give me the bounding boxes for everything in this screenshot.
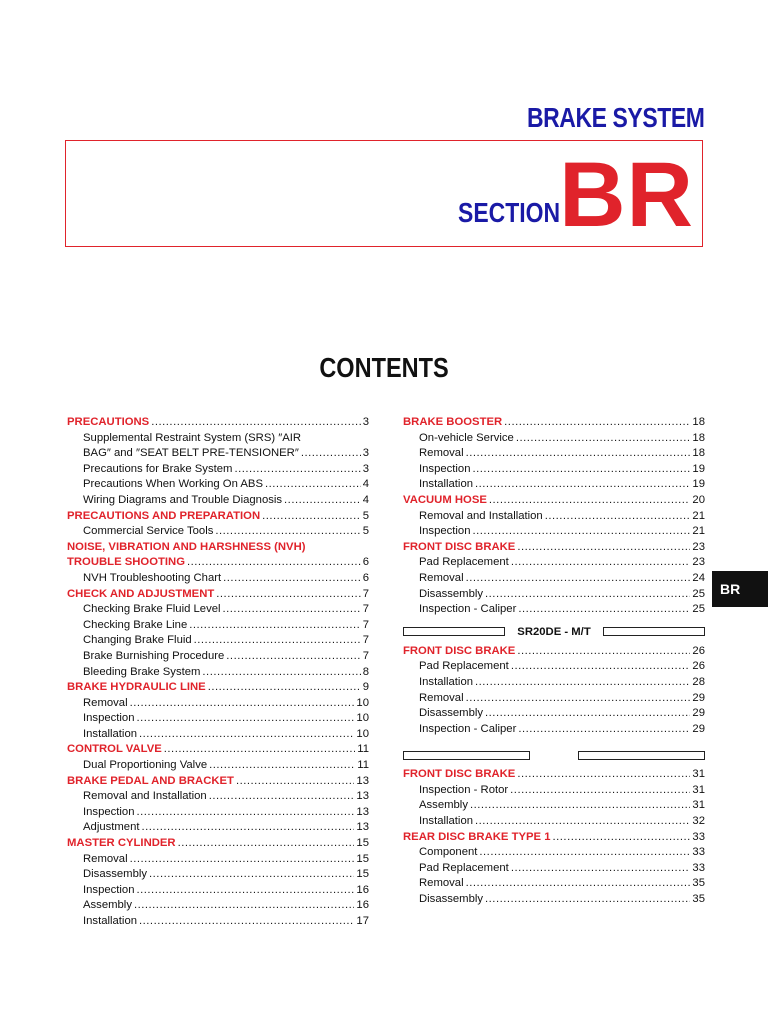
toc-page-number: 3 (362, 447, 369, 460)
toc-subsection-entry[interactable] (403, 571, 705, 587)
toc-dot-leader (223, 571, 361, 587)
toc-entry-title: FRONT DISC BRAKE (403, 644, 516, 657)
toc-page-number: 16 (356, 883, 369, 896)
toc-dot-leader (164, 742, 355, 758)
toc-page-number: 18 (692, 416, 705, 428)
toc-subsection-entry[interactable] (403, 876, 705, 892)
divider-bar (603, 627, 705, 636)
toc-entry-title: BRAKE BOOSTER (403, 416, 503, 428)
toc-dot-leader (466, 446, 691, 462)
toc-entry-title: Removal (83, 696, 128, 709)
toc-section-entry[interactable] (67, 774, 369, 790)
toc-dot-leader (265, 477, 361, 493)
toc-subsection-entry[interactable] (67, 852, 369, 868)
toc-dot-leader (545, 509, 691, 525)
toc-subsection-entry[interactable] (403, 431, 705, 447)
toc-dot-leader (510, 783, 690, 799)
toc-subsection-entry[interactable] (403, 587, 705, 603)
toc-entry-title: FRONT DISC BRAKE (403, 768, 516, 781)
toc-page-number: 19 (692, 462, 705, 475)
toc-dot-leader (489, 493, 691, 509)
toc-dot-leader (137, 883, 355, 899)
toc-entry-title: Inspection - Caliper (419, 722, 517, 735)
toc-entry-title: NOISE, VIBRATION AND HARSHNESS (NVH) (67, 540, 306, 553)
toc-section-entry[interactable] (403, 493, 705, 509)
toc-right-column (403, 415, 705, 908)
toc-dot-leader (137, 711, 355, 727)
toc-page-number: 31 (692, 799, 705, 812)
toc-subsection-entry[interactable] (67, 758, 369, 774)
toc-dot-leader (137, 805, 355, 821)
toc-dot-leader (142, 820, 355, 836)
toc-page-number: 15 (356, 868, 369, 881)
toc-subsection-entry[interactable] (67, 711, 369, 727)
toc-entry-title: Checking Brake Line (83, 618, 188, 631)
toc-subsection-entry[interactable] (67, 820, 369, 836)
toc-entry-title: NVH Troubleshooting Chart (83, 571, 222, 584)
toc-subsection-entry[interactable] (403, 555, 705, 571)
toc-entry-title: Disassembly (419, 587, 484, 600)
toc-entry-title: Inspection (419, 525, 471, 538)
toc-entry-title: Removal (419, 877, 464, 890)
toc-dot-leader (517, 540, 690, 556)
toc-dot-leader (216, 587, 360, 603)
toc-entry-title: Inspection (83, 805, 135, 818)
toc-entry-title: On-vehicle Service (419, 431, 514, 444)
toc-page-number: 23 (692, 556, 705, 569)
toc-entry-title: VACUUM HOSE (403, 493, 487, 506)
toc-dot-leader (130, 852, 355, 868)
toc-subsection-entry[interactable] (67, 789, 369, 805)
toc-entry-title: Pad Replacement (419, 861, 509, 874)
toc-subsection-entry[interactable] (67, 524, 369, 540)
toc-page-number: 23 (692, 540, 705, 553)
toc-subsection-entry[interactable] (403, 524, 705, 540)
toc-left-column (67, 415, 369, 930)
toc-page-number: 28 (692, 675, 705, 688)
toc-dot-leader (209, 789, 355, 805)
toc-subsection-entry[interactable] (67, 727, 369, 743)
toc-page-number: 33 (692, 846, 705, 859)
toc-entry-title: Brake Burnishing Procedure (83, 649, 225, 662)
toc-subsection-entry[interactable] (67, 805, 369, 821)
divider-bar (578, 751, 705, 760)
toc-entry-title: Inspection (83, 712, 135, 725)
toc-page-number: 8 (362, 665, 369, 678)
toc-entry-title: MASTER CYLINDER (67, 837, 176, 850)
toc-subsection-entry[interactable] (67, 462, 369, 478)
toc-entry-title: Removal (83, 852, 128, 865)
toc-entry-title: Precautions When Working On ABS (83, 478, 263, 491)
toc-entry-title: Pad Replacement (419, 660, 509, 673)
toc-divider (403, 624, 705, 640)
toc-page-number: 13 (356, 790, 369, 803)
toc-dot-leader (215, 524, 360, 540)
toc-page-number: 6 (362, 571, 369, 584)
toc-entry-title: PRECAUTIONS AND PREPARATION (67, 509, 261, 522)
toc-page-number: 3 (362, 416, 369, 428)
toc-entry-title: Inspection - Caliper (419, 603, 517, 616)
toc-dot-leader (139, 914, 354, 930)
toc-page-number: 13 (356, 774, 369, 787)
toc-dot-leader (194, 633, 361, 649)
toc-subsection-entry[interactable] (403, 706, 705, 722)
toc-page-number: 7 (362, 587, 369, 600)
toc-dot-leader (223, 602, 361, 618)
toc-section-entry[interactable] (67, 587, 369, 603)
toc-subsection-entry[interactable] (403, 798, 705, 814)
toc-page-number: 10 (356, 727, 369, 740)
toc-subsection-entry[interactable] (67, 649, 369, 665)
toc-dot-leader (518, 722, 690, 738)
toc-dot-leader (473, 524, 691, 540)
toc-dot-leader (518, 602, 690, 618)
toc-entry-title: Inspection - Rotor (419, 783, 509, 796)
toc-entry-title: Commercial Service Tools (83, 525, 214, 538)
toc-entry-title: TROUBLE SHOOTING (67, 556, 185, 569)
section-code: BR (559, 144, 694, 246)
toc-page-number: 21 (692, 509, 705, 522)
toc-page-number: 24 (692, 571, 705, 584)
toc-subsection-entry[interactable] (403, 814, 705, 830)
toc-page-number: 13 (356, 821, 369, 834)
toc-page-number: 20 (692, 493, 705, 506)
toc-page-number: 17 (356, 915, 369, 927)
toc-page-number: 15 (356, 852, 369, 865)
toc-page-number: 29 (692, 691, 705, 704)
toc-page-number: 29 (692, 707, 705, 720)
toc-entry-title: Installation (419, 675, 474, 688)
toc-entry-title: Bleeding Brake System (83, 665, 201, 678)
toc-page-number: 29 (692, 722, 705, 735)
toc-subsection-entry[interactable] (403, 602, 705, 618)
toc-dot-leader (511, 861, 691, 877)
toc-section-entry[interactable] (67, 680, 369, 696)
toc-subsection-entry[interactable] (67, 883, 369, 899)
toc-page-number: 15 (356, 837, 369, 850)
toc-subsection-entry[interactable] (403, 477, 705, 493)
toc-section-entry[interactable] (403, 415, 705, 431)
toc-subsection-entry[interactable] (403, 462, 705, 478)
toc-dot-leader (226, 649, 360, 665)
toc-dot-leader (517, 767, 690, 783)
toc-entry-title: Inspection (83, 883, 135, 896)
toc-dot-leader (553, 830, 691, 846)
toc-dot-leader (178, 836, 355, 852)
toc-entry-title: Assembly (83, 899, 132, 912)
toc-entry-title: Adjustment (83, 821, 140, 834)
toc-page-number: 32 (692, 815, 705, 828)
toc-dot-leader (209, 758, 355, 774)
toc-entry-title: Assembly (419, 799, 468, 812)
toc-page-number: 3 (362, 462, 369, 475)
toc-entry-title: Disassembly (419, 707, 484, 720)
toc-dot-leader (134, 898, 354, 914)
toc-dot-leader (466, 876, 691, 892)
toc-subsection-entry[interactable] (67, 602, 369, 618)
toc-section-entry[interactable] (403, 644, 705, 660)
toc-divider (403, 747, 705, 763)
toc-section-entry[interactable] (67, 509, 369, 525)
toc-subsection-entry[interactable] (67, 696, 369, 712)
toc-subsection-entry[interactable] (403, 722, 705, 738)
toc-page-number: 25 (692, 603, 705, 616)
divider-bar (403, 627, 505, 636)
toc-entry-title: Inspection (419, 462, 471, 475)
toc-entry-title: Removal and Installation (83, 790, 207, 803)
toc-subsection-entry[interactable] (67, 446, 369, 462)
toc-dot-leader (149, 867, 354, 883)
toc-page-number: 13 (356, 805, 369, 818)
toc-page-number: 18 (692, 447, 705, 460)
divider-label: SR20DE - M/T (517, 625, 591, 638)
toc-dot-leader (485, 706, 690, 722)
toc-entry-title: Installation (83, 915, 138, 927)
toc-dot-leader (466, 571, 691, 587)
toc-section-entry[interactable] (403, 540, 705, 556)
toc-subsection-entry[interactable] (67, 431, 369, 447)
toc-page-number: 35 (692, 877, 705, 890)
toc-entry-title: Removal (419, 571, 464, 584)
toc-dot-leader (511, 659, 691, 675)
toc-dot-leader (236, 774, 354, 790)
toc-subsection-entry[interactable] (67, 571, 369, 587)
toc-section-entry[interactable] (403, 767, 705, 783)
toc-entry-title: Removal (419, 691, 464, 704)
toc-page-number: 11 (357, 759, 369, 772)
toc-dot-leader (189, 618, 360, 634)
toc-section-entry[interactable] (67, 540, 369, 556)
toc-page-number: 10 (356, 712, 369, 725)
toc-page-number: 26 (692, 644, 705, 657)
toc-dot-leader (202, 665, 360, 681)
toc-subsection-entry[interactable] (403, 783, 705, 799)
toc-page-number: 7 (362, 618, 369, 631)
toc-entry-title: Disassembly (419, 893, 484, 906)
toc-dot-leader (187, 555, 361, 571)
toc-subsection-entry[interactable] (67, 493, 369, 509)
toc-dot-leader (301, 446, 361, 462)
toc-page-number: 33 (692, 830, 705, 843)
toc-subsection-entry[interactable] (67, 618, 369, 634)
toc-page-number: 19 (692, 478, 705, 491)
toc-entry-title: Pad Replacement (419, 556, 509, 569)
toc-dot-leader (475, 814, 690, 830)
toc-entry-title: Checking Brake Fluid Level (83, 603, 221, 616)
toc-dot-leader (475, 675, 690, 691)
toc-page-number: 7 (362, 603, 369, 616)
toc-subsection-entry[interactable] (403, 509, 705, 525)
toc-subsection-entry[interactable] (403, 892, 705, 908)
toc-dot-leader (466, 691, 691, 707)
toc-entry-title: Disassembly (83, 868, 148, 881)
toc-section-entry[interactable] (67, 836, 369, 852)
toc-dot-leader (485, 892, 690, 908)
toc-entry-title: Installation (419, 478, 474, 491)
toc-dot-leader (470, 798, 690, 814)
toc-entry-title: CHECK AND ADJUSTMENT (67, 587, 215, 600)
toc-subsection-entry[interactable] (67, 633, 369, 649)
section-header-box (65, 140, 703, 247)
section-side-tab[interactable]: BR (712, 571, 768, 607)
toc-subsection-entry[interactable] (403, 845, 705, 861)
toc-dot-leader (516, 431, 691, 447)
toc-page-number: 31 (692, 768, 705, 781)
toc-page-number: 6 (362, 556, 369, 569)
toc-subsection-entry[interactable] (403, 861, 705, 877)
toc-subsection-entry[interactable] (403, 446, 705, 462)
toc-dot-leader (262, 509, 361, 525)
toc-page-number: 35 (692, 893, 705, 906)
toc-page-number: 16 (356, 899, 369, 912)
toc-page-number: 9 (362, 681, 369, 694)
toc-dot-leader (139, 727, 354, 743)
toc-page-number: 5 (362, 525, 369, 538)
toc-page-number: 33 (692, 861, 705, 874)
toc-page-number: 11 (357, 743, 369, 756)
toc-subsection-entry[interactable] (67, 867, 369, 883)
toc-dot-leader (151, 415, 360, 431)
toc-entry-title: REAR DISC BRAKE TYPE 1 (403, 830, 551, 843)
toc-subsection-entry[interactable] (67, 914, 369, 930)
toc-entry-title: Removal and Installation (419, 509, 543, 522)
toc-subsection-entry[interactable] (403, 691, 705, 707)
toc-dot-leader (208, 680, 361, 696)
toc-dot-leader (473, 462, 691, 478)
toc-dot-leader (475, 477, 690, 493)
toc-entry-title: BRAKE PEDAL AND BRACKET (67, 774, 234, 787)
divider-bar (403, 751, 530, 760)
toc-entry-title: Installation (83, 727, 138, 740)
toc-dot-leader (511, 555, 691, 571)
toc-section-entry[interactable] (67, 555, 369, 571)
toc-dot-leader (485, 587, 690, 603)
toc-page-number: 18 (692, 431, 705, 444)
toc-dot-leader (504, 415, 690, 431)
toc-subsection-entry[interactable] (403, 659, 705, 675)
toc-entry-title: BAG″ and ″SEAT BELT PRE-TENSIONER″ (83, 447, 299, 460)
toc-entry-title: FRONT DISC BRAKE (403, 540, 516, 553)
toc-page-number: 7 (362, 634, 369, 647)
toc-page-number: 7 (362, 649, 369, 662)
toc-entry-title: Supplemental Restraint System (SRS) ″AIR (83, 431, 302, 444)
toc-entry-title: Removal (419, 447, 464, 460)
toc-page-number: 5 (362, 509, 369, 522)
toc-section-entry[interactable] (67, 415, 369, 431)
document-title: BRAKE SYSTEM (526, 102, 704, 133)
toc-dot-leader (284, 493, 361, 509)
toc-entry-title: Wiring Diagrams and Trouble Diagnosis (83, 493, 283, 506)
toc-subsection-entry[interactable] (67, 898, 369, 914)
toc-dot-leader (479, 845, 690, 861)
toc-subsection-entry[interactable] (403, 675, 705, 691)
section-label: SECTION (458, 197, 561, 228)
toc-dot-leader (130, 696, 355, 712)
contents-heading (0, 352, 768, 384)
toc-page-number: 31 (692, 783, 705, 796)
toc-entry-title: Changing Brake Fluid (83, 634, 192, 647)
toc-entry-title: Dual Proportioning Valve (83, 759, 208, 772)
toc-entry-title: Precautions for Brake System (83, 462, 233, 475)
contents-heading-text: CONTENTS (319, 352, 449, 383)
toc-page-number: 25 (692, 587, 705, 600)
toc-page-number: 26 (692, 660, 705, 673)
toc-entry-title: Component (419, 846, 478, 859)
toc-page-number: 4 (362, 478, 369, 491)
toc-page-number: 4 (362, 493, 369, 506)
toc-entry-title: Installation (419, 815, 474, 828)
toc-entry-title: BRAKE HYDRAULIC LINE (67, 681, 206, 694)
toc-subsection-entry[interactable] (67, 477, 369, 493)
toc-entry-title: CONTROL VALVE (67, 743, 162, 756)
toc-section-entry[interactable] (403, 830, 705, 846)
toc-section-entry[interactable] (67, 742, 369, 758)
toc-dot-leader (234, 462, 360, 478)
toc-page-number: 21 (692, 525, 705, 538)
toc-page-number: 10 (356, 696, 369, 709)
toc-dot-leader (517, 644, 690, 660)
toc-subsection-entry[interactable] (67, 665, 369, 681)
toc-entry-title: PRECAUTIONS (67, 416, 150, 428)
